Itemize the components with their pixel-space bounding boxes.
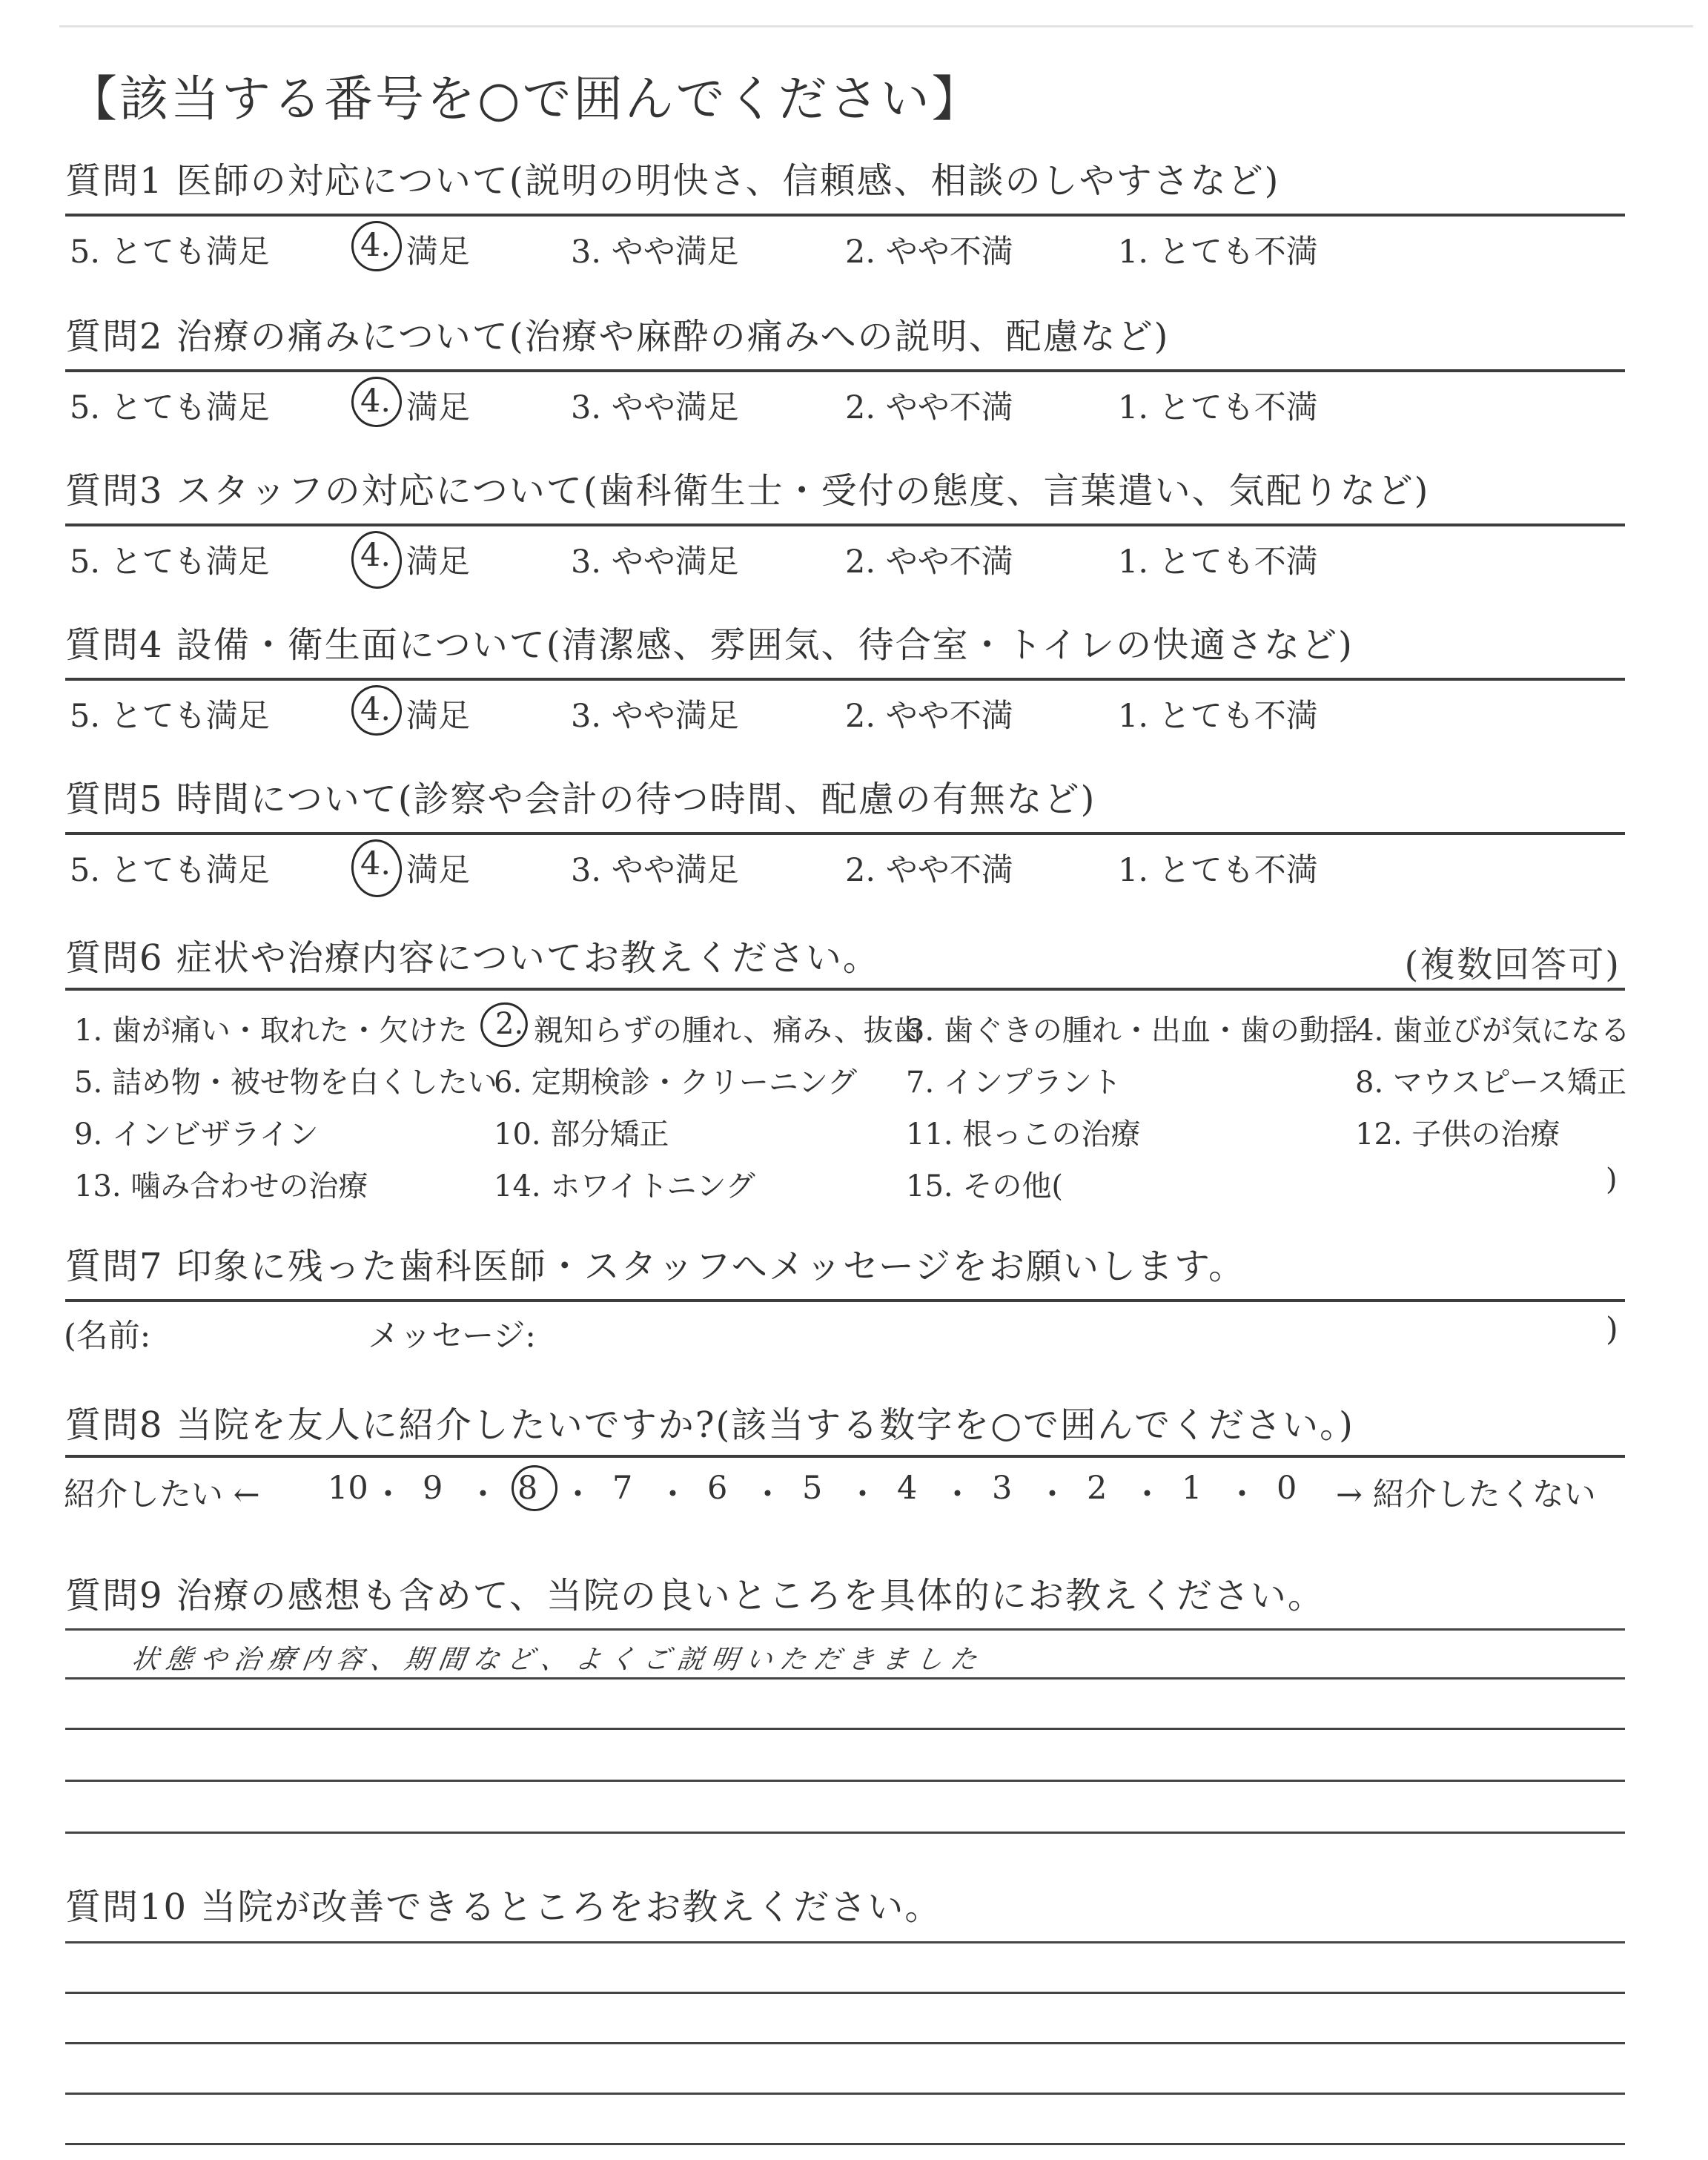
q6-option-3[interactable]: 3. 歯ぐきの腫れ・出血・歯の動揺 <box>906 1014 1359 1048</box>
q6-option-8[interactable]: 8. マウスピース矯正 <box>1355 1066 1627 1100</box>
question-5-title: 質問5 時間について(診察や会計の待つ時間、配慮の有無など) <box>65 779 1096 820</box>
question-3-selected-circle <box>348 529 405 592</box>
question-2-option-2[interactable]: 満足 <box>406 389 470 426</box>
question-7-rule <box>65 1299 1625 1302</box>
q8-scale <box>64 1470 1628 1514</box>
question-4-option-2[interactable]: 満足 <box>406 698 470 735</box>
multiple-answer-note: (複数回答可) <box>1404 944 1621 985</box>
q8-scale-4[interactable]: 4 <box>897 1470 918 1507</box>
q8-scale-10[interactable]: 10 <box>328 1470 368 1507</box>
q6-option-15[interactable]: 15. その他( <box>906 1169 1063 1203</box>
question-8-title: 質問8 当院を友人に紹介したいですか?(該当する数字を○で囲んでください。) <box>65 1404 1354 1446</box>
q8-scale-separator: ・ <box>372 1476 404 1513</box>
question-5-option-1[interactable]: 4. <box>360 845 391 882</box>
question-4-option-3[interactable]: 3. やや満足 <box>571 698 739 735</box>
question-4-rule <box>65 678 1625 681</box>
q9-line-1 <box>65 1628 1625 1631</box>
question-4-option-0[interactable]: 5. とても満足 <box>70 698 270 735</box>
question-5-rule <box>65 832 1625 835</box>
q6-option-10[interactable]: 10. 部分矯正 <box>494 1117 669 1152</box>
q9-line-3 <box>65 1728 1625 1730</box>
q7-name-label: (名前: <box>64 1318 151 1355</box>
q6-selected-circle <box>475 997 532 1053</box>
question-1-option-1[interactable]: 4. <box>360 227 391 264</box>
question-2-selected-circle <box>348 374 406 431</box>
q6-option-14[interactable]: 14. ホワイトニング <box>494 1169 755 1203</box>
question-2 <box>65 314 1622 359</box>
q6-option-12[interactable]: 12. 子供の治療 <box>1355 1117 1560 1152</box>
instruction-heading: 【該当する番号を○で囲んでください】 <box>68 70 983 128</box>
q6-option-5[interactable]: 5. 詰め物・被せ物を白くしたい <box>74 1066 497 1100</box>
question-2-option-5[interactable]: 1. とても不満 <box>1118 389 1318 426</box>
question-2-rule <box>65 369 1625 372</box>
question-5-option-3[interactable]: 3. やや満足 <box>571 852 739 889</box>
question-10-title: 質問10 当院が改善できるところをお教えください。 <box>65 1886 942 1928</box>
q8-scale-2[interactable]: 2 <box>1087 1470 1108 1507</box>
question-2-option-1[interactable]: 4. <box>360 383 391 420</box>
q6-option-2-label[interactable]: 親知らずの腫れ、痛み、抜歯 <box>534 1014 923 1048</box>
question-4-selected-circle <box>348 682 406 739</box>
q10-line-1 <box>65 1941 1625 1943</box>
question-1-option-5[interactable]: 1. とても不満 <box>1118 234 1318 271</box>
question-1-title: 質問1 医師の対応について(説明の明快さ、信頼感、相談のしやすさなど) <box>65 160 1280 202</box>
q9-line-5 <box>65 1832 1625 1834</box>
q8-left-label: 紹介したい ← <box>64 1476 260 1513</box>
question-2-option-4[interactable]: 2. やや不満 <box>845 389 1013 426</box>
q7-message-label: メッセージ: <box>368 1318 536 1355</box>
q8-scale-separator: ・ <box>467 1476 499 1513</box>
q9-line-4 <box>65 1780 1625 1782</box>
question-2-title: 質問2 治療の痛みについて(治療や麻酔の痛みへの説明、配慮など) <box>65 316 1170 357</box>
q8-scale-separator: ・ <box>1131 1476 1163 1513</box>
question-4-option-1[interactable]: 4. <box>360 691 391 728</box>
question-9-title: 質問9 治療の感想も含めて、当院の良いところを具体的にお教えください。 <box>65 1575 1325 1616</box>
q9-handwritten-answer: 状態や治療内容、期間など、よくご説明いただきました <box>129 1645 987 1675</box>
q6-option-6[interactable]: 6. 定期検診・クリーニング <box>494 1066 858 1100</box>
question-5-option-4[interactable]: 2. やや不満 <box>845 852 1013 889</box>
q6-option-7[interactable]: 7. インプラント <box>906 1066 1122 1100</box>
question-1-option-0[interactable]: 5. とても満足 <box>70 234 270 271</box>
question-1-selected-circle <box>349 219 405 274</box>
question-2-option-0[interactable]: 5. とても満足 <box>70 389 270 426</box>
question-2-option-3[interactable]: 3. やや満足 <box>571 389 739 426</box>
question-1-option-2[interactable]: 満足 <box>406 234 470 271</box>
question-3 <box>65 469 1622 513</box>
q8-scale-6[interactable]: 6 <box>707 1470 728 1507</box>
q8-scale-9[interactable]: 9 <box>423 1470 443 1507</box>
q10-line-3 <box>65 2042 1625 2044</box>
question-5-option-0[interactable]: 5. とても満足 <box>70 852 270 889</box>
question-1-option-4[interactable]: 2. やや不満 <box>845 234 1013 271</box>
question-9 <box>65 1573 1622 1618</box>
q6-option-9[interactable]: 9. インビザライン <box>74 1117 319 1152</box>
q8-scale-separator: ・ <box>1226 1476 1258 1513</box>
question-6-title: 質問6 症状や治療内容についてお教えください。 <box>65 937 880 979</box>
question-10 <box>65 1885 1622 1929</box>
question-4 <box>65 623 1622 667</box>
q8-selected-circle <box>512 1465 557 1511</box>
q8-scale-separator: ・ <box>752 1476 784 1513</box>
question-3-option-3[interactable]: 3. やや満足 <box>571 544 739 581</box>
question-5-option-5[interactable]: 1. とても不満 <box>1118 852 1318 889</box>
question-4-option-5[interactable]: 1. とても不満 <box>1118 698 1318 735</box>
q8-scale-separator: ・ <box>562 1476 594 1513</box>
question-7 <box>65 1244 1622 1289</box>
question-3-option-1[interactable]: 4. <box>360 537 391 574</box>
question-7-title: 質問7 印象に残った歯科医師・スタッフへメッセージをお願いします。 <box>65 1246 1246 1287</box>
q6-option-15-close: ) <box>1606 1163 1618 1197</box>
question-5-selected-circle <box>348 837 405 900</box>
q7-close: ) <box>1606 1311 1618 1348</box>
q8-scale-5[interactable]: 5 <box>802 1470 823 1507</box>
question-6 <box>65 936 1622 985</box>
question-3-rule <box>65 524 1625 526</box>
question-1 <box>65 159 1622 203</box>
q6-option-13[interactable]: 13. 噛み合わせの治療 <box>74 1169 368 1203</box>
q6-option-2-number[interactable]: 2. <box>495 1007 524 1041</box>
q8-scale-separator: ・ <box>1036 1476 1068 1513</box>
question-8-rule <box>65 1455 1625 1458</box>
q6-option-11[interactable]: 11. 根っこの治療 <box>906 1117 1141 1152</box>
q8-scale-7[interactable]: 7 <box>612 1470 633 1507</box>
question-5-option-2[interactable]: 満足 <box>406 852 470 889</box>
q6-option-1[interactable]: 1. 歯が痛い・取れた・欠けた <box>74 1014 468 1048</box>
q8-scale-separator: ・ <box>657 1476 689 1513</box>
question-3-option-2[interactable]: 満足 <box>406 544 470 581</box>
q10-line-5 <box>65 2143 1625 2145</box>
q8-scale-8[interactable]: 8 <box>517 1470 538 1507</box>
q8-scale-0[interactable]: 0 <box>1277 1470 1297 1507</box>
question-3-title: 質問3 スタッフの対応について(歯科衛生士・受付の態度、言葉遣い、気配りなど) <box>65 470 1430 512</box>
q9-line-2 <box>65 1677 1625 1680</box>
question-4-title: 質問4 設備・衛生面について(清潔感、雰囲気、待合室・トイレの快適さなど) <box>65 624 1354 666</box>
q10-line-2 <box>65 1992 1625 1994</box>
question-1-option-3[interactable]: 3. やや満足 <box>571 234 739 271</box>
q6-option-4[interactable]: 4. 歯並びが気になる <box>1355 1014 1630 1048</box>
top-divider <box>59 25 1693 27</box>
q8-scale-separator: ・ <box>847 1476 878 1513</box>
q8-scale-separator: ・ <box>941 1476 973 1513</box>
question-3-option-0[interactable]: 5. とても満足 <box>70 544 270 581</box>
question-1-rule <box>65 214 1625 217</box>
q8-scale-3[interactable]: 3 <box>992 1470 1013 1507</box>
question-8 <box>65 1403 1622 1447</box>
question-4-option-4[interactable]: 2. やや不満 <box>845 698 1013 735</box>
question-6-rule <box>65 988 1625 991</box>
q8-right-label: → 紹介したくない <box>1336 1476 1596 1513</box>
question-5 <box>65 777 1622 822</box>
q10-line-4 <box>65 2093 1625 2095</box>
question-3-option-4[interactable]: 2. やや不満 <box>845 544 1013 581</box>
question-3-option-5[interactable]: 1. とても不満 <box>1118 544 1318 581</box>
q8-scale-1[interactable]: 1 <box>1182 1470 1202 1507</box>
